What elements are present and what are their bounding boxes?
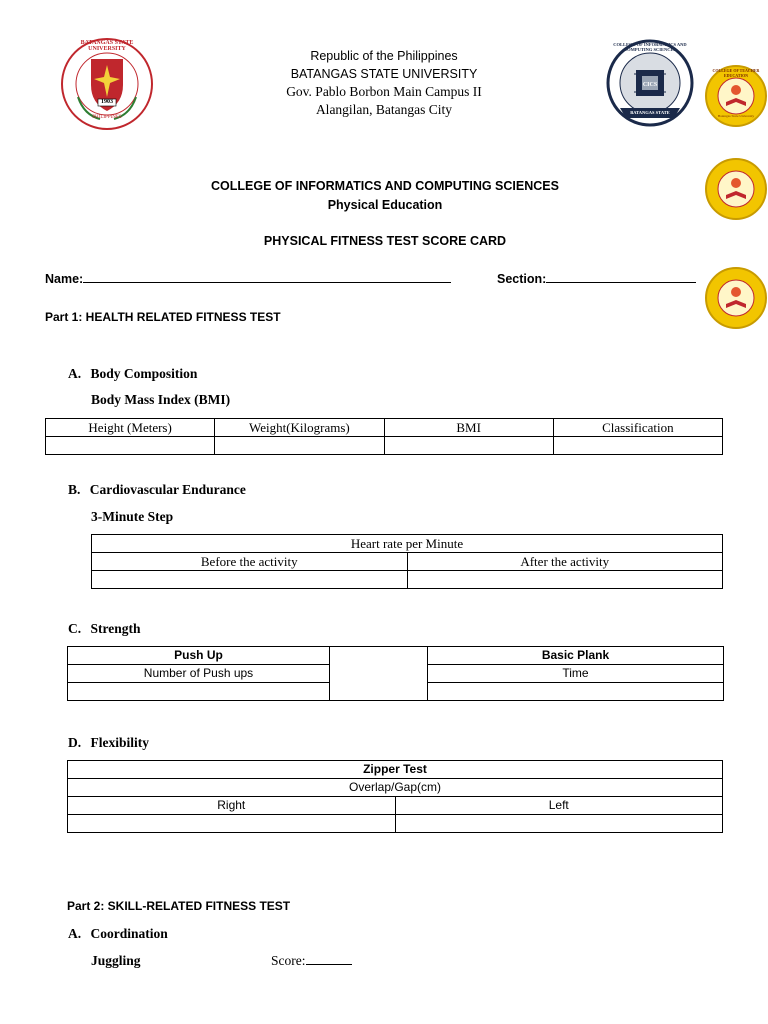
section-a-letter: A.	[68, 366, 82, 381]
flexibility-table	[67, 760, 723, 833]
cics-logo-abbr: CICS	[642, 82, 658, 88]
zipper-col-right: Right	[68, 797, 396, 815]
juggling-label: Juggling	[91, 953, 141, 968]
bmi-col-height: Height (Meters)	[46, 419, 215, 437]
part2-a-title: Coordination	[90, 926, 168, 941]
bmi-value-cell[interactable]	[384, 437, 553, 455]
section-d-title: Flexibility	[90, 735, 149, 750]
bmi-weight-cell[interactable]	[215, 437, 384, 455]
strength-table	[67, 646, 724, 701]
section-d-letter: D.	[68, 735, 82, 750]
cte-logo-3	[704, 266, 768, 330]
cte-logo-text: COLLEGE OF TEACHER EDUCATION	[712, 68, 760, 78]
bsu-logo-text-bottom: PHILIPPINES	[92, 115, 122, 120]
section-label: Section:	[497, 272, 547, 286]
header-republic: Republic of the Philippines	[310, 49, 458, 63]
header-campus: Gov. Pablo Borbon Main Campus II	[286, 84, 482, 99]
section-b-title: Cardiovascular Endurance	[89, 482, 246, 497]
section-a-title: Body Composition	[90, 366, 198, 381]
heart-rate-col-after: After the activity	[407, 553, 723, 571]
cics-logo-text-bottom: BATANGAS STATE	[630, 110, 670, 115]
section-c-title: Strength	[90, 621, 141, 636]
section-c-letter: C.	[68, 621, 82, 636]
zipper-right-cell[interactable]	[68, 815, 396, 833]
pushup-cell[interactable]	[68, 683, 330, 701]
zipper-test-header: Zipper Test	[68, 761, 723, 779]
section-a-subtitle: Body Mass Index (BMI)	[91, 392, 231, 407]
plank-cell[interactable]	[428, 683, 724, 701]
plank-subheader: Time	[428, 665, 724, 683]
plank-header: Basic Plank	[428, 647, 724, 665]
section-b-subtitle: 3-Minute Step	[91, 509, 174, 524]
bmi-col-bmi: BMI	[384, 419, 553, 437]
heart-rate-header: Heart rate per Minute	[92, 535, 723, 553]
header-university: BATANGAS STATE UNIVERSITY	[290, 67, 478, 81]
bmi-classification-cell[interactable]	[553, 437, 722, 455]
pushup-header: Push Up	[68, 647, 330, 665]
juggling-score-field[interactable]	[306, 964, 352, 965]
cics-logo-text: COLLEGE OF INFORMATICS AND COMPUTING SCIENCES	[613, 42, 687, 52]
name-label: Name:	[45, 272, 84, 286]
bmi-height-cell[interactable]	[46, 437, 215, 455]
name-field[interactable]	[83, 282, 451, 283]
zipper-left-cell[interactable]	[395, 815, 723, 833]
subject-name: Physical Education	[327, 198, 443, 212]
heart-rate-before-cell[interactable]	[92, 571, 408, 589]
heart-rate-table	[91, 534, 723, 589]
cte-logo-text-bottom: Batangas State University	[717, 114, 755, 118]
bsu-logo-text: BATANGAS STATE UNIVERSITY	[80, 40, 134, 52]
part2-heading: Part 2: SKILL-RELATED FITNESS TEST	[67, 899, 291, 913]
zipper-test-subheader: Overlap/Gap(cm)	[68, 779, 723, 797]
juggling-score-label: Score:	[271, 953, 306, 968]
heart-rate-col-before: Before the activity	[92, 553, 408, 571]
section-b-letter: B.	[68, 482, 81, 497]
bmi-table	[45, 418, 723, 455]
part1-heading: Part 1: HEALTH RELATED FITNESS TEST	[45, 310, 281, 324]
card-title: PHYSICAL FITNESS TEST SCORE CARD	[263, 234, 507, 248]
header-city: Alangilan, Batangas City	[315, 102, 453, 117]
cte-logo-2	[704, 157, 768, 221]
college-name: COLLEGE OF INFORMATICS AND COMPUTING SCIENCES	[211, 179, 559, 193]
bmi-col-classification: Classification	[553, 419, 722, 437]
bsu-logo-year: 1903	[101, 99, 113, 105]
bmi-col-weight: Weight(Kilograms)	[215, 419, 384, 437]
section-field[interactable]	[546, 282, 696, 283]
strength-divider-cell	[330, 647, 428, 701]
heart-rate-after-cell[interactable]	[407, 571, 723, 589]
part2-a-letter: A.	[68, 926, 82, 941]
zipper-col-left: Left	[395, 797, 723, 815]
pushup-subheader: Number of Push ups	[68, 665, 330, 683]
